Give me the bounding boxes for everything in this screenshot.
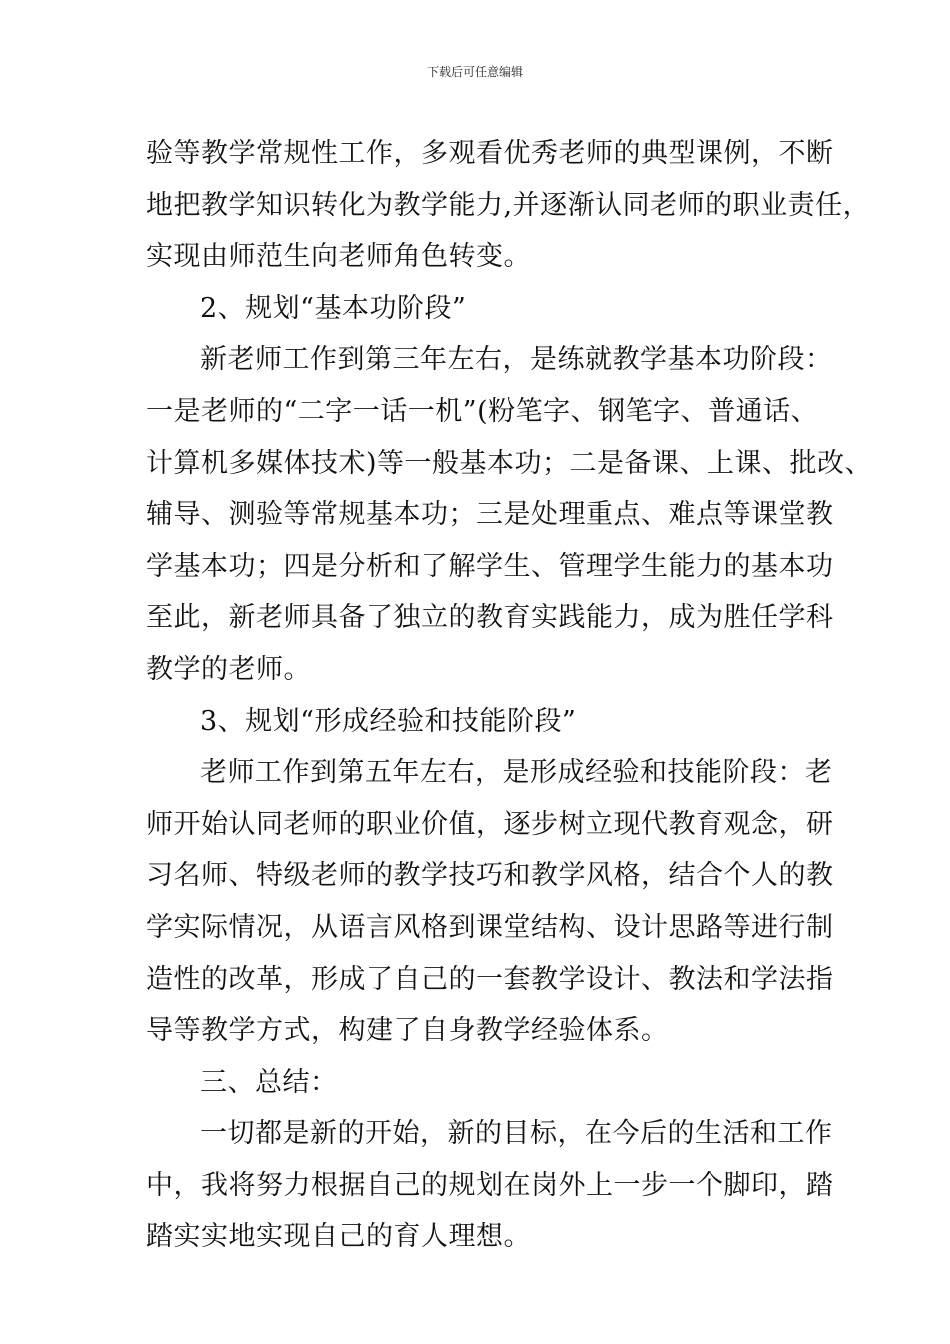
- paragraph-line: 学实际情况，从语言风格到课堂结构、设计思路等进行制: [146, 911, 834, 943]
- page-header: 下载后可任意编辑: [426, 65, 523, 79]
- section-heading: 三、总结：: [200, 1066, 338, 1098]
- paragraph-line: 师开始认同老师的职业价值，逐步树立现代教育观念，研: [146, 808, 834, 840]
- paragraph-line: 踏实实地实现自己的育人理想。: [146, 1221, 531, 1253]
- paragraph-line: 一是老师的“二字一话一机”(粉笔字、钢笔字、普通话、: [146, 395, 819, 427]
- paragraph-line: 学基本功；四是分析和了解学生、管理学生能力的基本功: [146, 550, 834, 582]
- paragraph-line: 计算机多媒体技术)等一般基本功；二是备课、上课、批改、: [146, 447, 873, 479]
- paragraph-line: 至此，新老师具备了独立的教育实践能力，成为胜任学科: [146, 602, 834, 634]
- paragraph-line: 地把教学知识转化为教学能力,并逐渐认同老师的职业责任，: [146, 189, 871, 221]
- paragraph-line: 导等教学方式，构建了自身教学经验体系。: [146, 1015, 669, 1047]
- section-heading: 2、规划“基本功阶段”: [200, 292, 467, 324]
- paragraph-line: 中，我将努力根据自己的规划在岗外上一步一个脚印，踏: [146, 1169, 834, 1201]
- paragraph-line: 验等教学常规性工作，多观看优秀老师的典型课例，不断: [146, 138, 834, 169]
- paragraph-line: 辅导、测验等常规基本功；三是处理重点、难点等课堂教: [146, 499, 834, 531]
- paragraph-line: 习名师、特级老师的教学技巧和教学风格，结合个人的教: [146, 860, 834, 892]
- section-heading: 3、规划“形成经验和技能阶段”: [200, 705, 577, 737]
- document-body: [146, 128, 873, 1263]
- paragraph-line: 造性的改革，形成了自己的一套教学设计、教法和学法指: [146, 963, 834, 995]
- paragraph-line: 实现由师范生向老师角色转变。: [146, 241, 531, 273]
- paragraph-line: 教学的老师。: [146, 653, 311, 685]
- paragraph-line: 新老师工作到第三年左右，是练就教学基本功阶段：: [200, 344, 833, 376]
- paragraph-line: 一切都是新的开始，新的目标，在今后的生活和工作: [200, 1118, 833, 1150]
- paragraph-line: 老师工作到第五年左右，是形成经验和技能阶段：老: [200, 757, 833, 789]
